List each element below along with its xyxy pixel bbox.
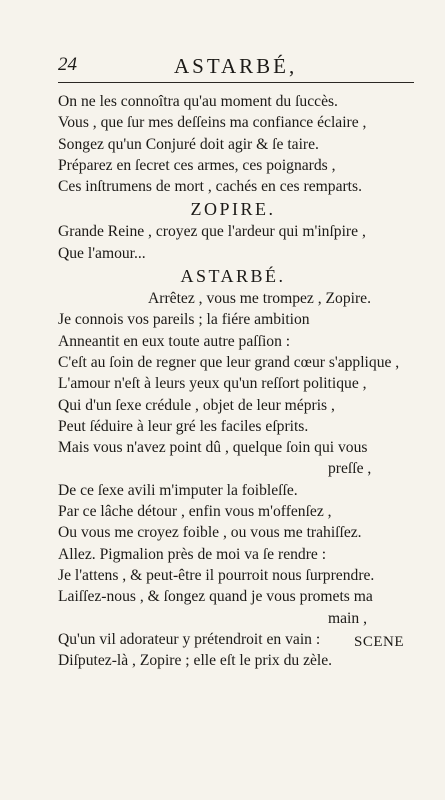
verse-line: Diſputez-là , Zopire ; elle eſt le prix du zèle.: [58, 652, 333, 670]
verse-line: preſſe ,: [328, 460, 372, 478]
verse-line: Je connois vos pareils ; la fiére ambition: [58, 311, 310, 329]
verse-line: Ces inſtrumens de mort , cachés en ces remparts.: [58, 178, 362, 196]
verse-line: Peut ſéduire à leur gré les faciles eſprits.: [58, 417, 309, 435]
page-header: [58, 54, 414, 80]
verse-line: Ou vous me croyez foible , ou vous me trahiſſez.: [58, 524, 362, 542]
verse-line: Anneantit en eux toute autre paſſion :: [58, 332, 291, 350]
verse-line: Mais vous n'avez point dû , quelque ſoin qui vous: [58, 439, 368, 457]
header-rule: [58, 82, 414, 83]
verse-line: Que l'amour...: [58, 244, 146, 262]
verse-line: main ,: [328, 609, 367, 627]
verse-line: Arrêtez , vous me trompez , Zopire.: [148, 290, 371, 308]
verse-line: Préparez en ſecret ces armes, ces poignards ,: [58, 156, 336, 174]
verse-line: De ce ſexe avili m'imputer la foibleſſe.: [58, 481, 298, 499]
verse-line: Je l'attens , & peut-être il pourroit nous ſurprendre.: [58, 566, 375, 584]
verse-line: On ne les connoîtra qu'au moment du ſuccès.: [58, 93, 338, 110]
verse-line: Par ce lâche détour , enfin vous m'offenſez ,: [58, 503, 332, 521]
verse-line: Laiſſez-nous , & ſongez quand je vous promets ma: [58, 588, 373, 606]
speaker-name: ZOPIRE.: [190, 199, 276, 220]
catchword: SCENE: [354, 634, 405, 650]
verse-line: Grande Reine , croyez que l'ardeur qui m'inſpire ,: [58, 223, 366, 241]
verse-line: L'amour n'eſt à leurs yeux qu'un reſſort politique ,: [58, 375, 367, 393]
verse-line: C'eſt au ſoin de regner que leur grand cœur s'applique ,: [58, 353, 400, 371]
page-number: 24: [58, 54, 77, 75]
speaker-name: ASTARBÉ.: [180, 266, 286, 287]
verse-line: Vous , que ſur mes deſſeins ma confiance éclaire ,: [58, 114, 367, 132]
verse-line: Allez. Pigmalion près de moi va ſe rendre :: [58, 545, 327, 563]
running-title: ASTARBÉ,: [174, 54, 298, 78]
verse-line: Qui d'un ſexe crédule , objet de leur mépris ,: [58, 396, 335, 414]
verse-text: [58, 91, 428, 671]
verse-line: Qu'un vil adorateur y prétendroit en vain :: [58, 630, 321, 648]
verse-line: Songez qu'un Conjuré doit agir & ſe taire.: [58, 135, 319, 153]
